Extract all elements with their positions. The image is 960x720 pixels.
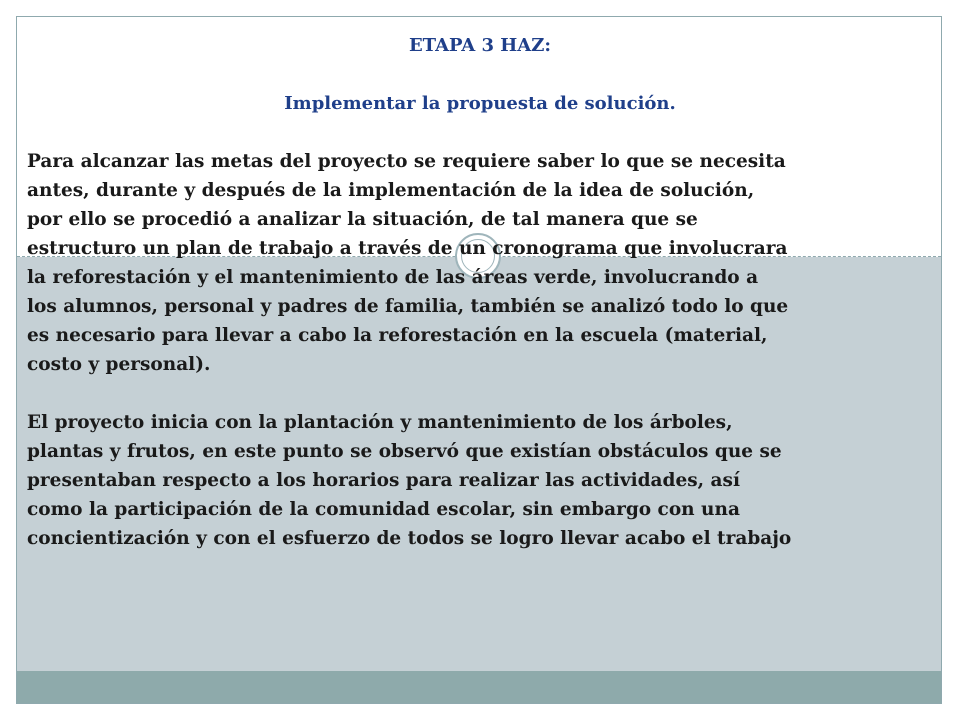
body-paragraph-1: Para alcanzar las metas del proyecto se requiere saber lo que se necesita antes, durante y después de la implementación de la idea de solución, por ello se procedió a analizar la situación, de tal manera que se estructuro un plan de trabajo a través de un cronograma que involucrara la reforestación y el mantenimiento de las áreas verde, involucrando a los alumnos, personal y padres de familia, también se analizó todo lo que es necesario para llevar a cabo la reforestación en la escuela (material, costo y personal). [27,151,789,375]
slide-content [27,31,933,553]
stage-subtitle: Implementar la propuesta de solución. [284,93,676,114]
stage-title: ETAPA 3 HAZ: [408,35,552,56]
slide-frame [16,16,942,704]
body-paragraph-2: El proyecto inicia con la plantación y mantenimiento de los árboles, plantas y frutos, en este punto se observó que existían obstáculos que se presentaban respecto a los horarios para realizar las actividades, así como la participación de la comunidad escolar, sin embargo con una concientización y con el esfuerzo de todos se logro llevar acabo el trabajo [27,412,792,549]
bottom-color-band [17,671,941,704]
